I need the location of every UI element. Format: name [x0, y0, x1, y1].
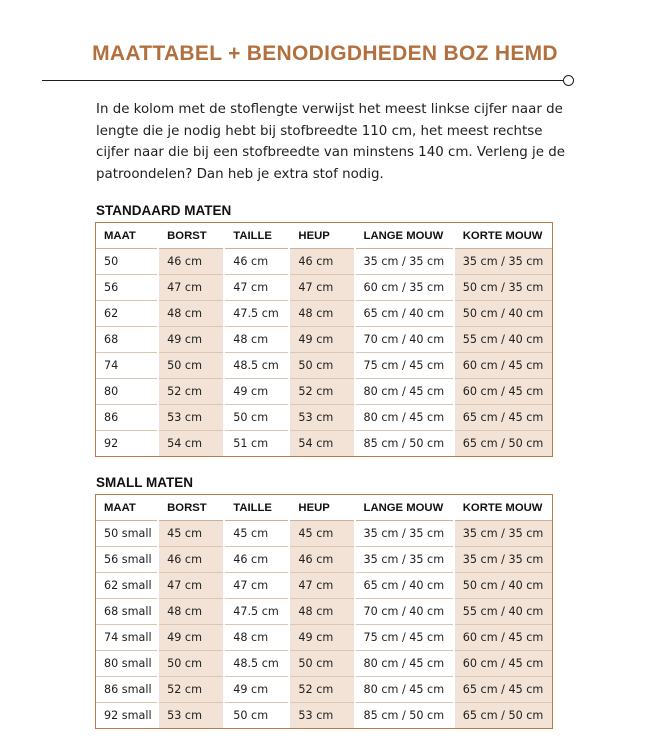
cell-long-sleeve: 80 cm / 45 cm — [355, 379, 454, 405]
cell-chest: 53 cm — [158, 703, 224, 729]
table-row — [96, 301, 552, 327]
cell-size: 68 — [96, 327, 158, 353]
cell-waist: 50 cm — [224, 405, 289, 431]
table-row — [96, 521, 552, 547]
column-header-size: MAAT — [96, 495, 158, 521]
cell-hip: 49 cm — [289, 625, 354, 651]
cell-size: 68 small — [96, 599, 158, 625]
cell-waist: 48 cm — [224, 625, 289, 651]
cell-short-sleeve: 65 cm / 50 cm — [454, 431, 552, 457]
cell-chest: 50 cm — [158, 651, 224, 677]
cell-size: 74 small — [96, 625, 158, 651]
table-row — [96, 651, 552, 677]
cell-hip: 54 cm — [289, 431, 354, 457]
cell-size: 86 small — [96, 677, 158, 703]
table-row — [96, 599, 552, 625]
column-header-chest: BORST — [158, 495, 224, 521]
title-divider — [42, 80, 564, 81]
cell-size: 50 small — [96, 521, 158, 547]
cell-hip: 48 cm — [289, 599, 354, 625]
table-row — [96, 573, 552, 599]
cell-short-sleeve: 60 cm / 45 cm — [454, 651, 552, 677]
cell-waist: 46 cm — [224, 547, 289, 573]
cell-short-sleeve: 50 cm / 40 cm — [454, 573, 552, 599]
cell-size: 56 small — [96, 547, 158, 573]
table-row — [96, 625, 552, 651]
table-header-row — [96, 495, 552, 521]
cell-short-sleeve: 65 cm / 50 cm — [454, 703, 552, 729]
cell-chest: 52 cm — [158, 379, 224, 405]
cell-chest: 47 cm — [158, 573, 224, 599]
cell-waist: 47.5 cm — [224, 599, 289, 625]
cell-short-sleeve: 60 cm / 45 cm — [454, 625, 552, 651]
cell-chest: 46 cm — [158, 249, 224, 275]
cell-size: 92 small — [96, 703, 158, 729]
intro-paragraph: In de kolom met de stoflengte verwijst het meest linkse cijfer naar de lengte die je nodig hebt bij stofbreedte 110 cm, het meest rechtse cijfer naar die bij een stofbreedte van minstens 140 cm. Verleng je de patroondelen? Dan heb je extra stof nodig. — [96, 102, 565, 182]
cell-short-sleeve: 50 cm / 40 cm — [454, 301, 552, 327]
column-header-hip: HEUP — [289, 223, 354, 249]
column-header-waist: TAILLE — [224, 223, 289, 249]
cell-size: 56 — [96, 275, 158, 301]
cell-hip: 50 cm — [289, 353, 354, 379]
cell-long-sleeve: 35 cm / 35 cm — [355, 249, 454, 275]
cell-short-sleeve: 35 cm / 35 cm — [454, 249, 552, 275]
table-row — [96, 249, 552, 275]
cell-waist: 48.5 cm — [224, 353, 289, 379]
cell-long-sleeve: 80 cm / 45 cm — [355, 651, 454, 677]
cell-hip: 48 cm — [289, 301, 354, 327]
cell-size: 62 — [96, 301, 158, 327]
cell-waist: 51 cm — [224, 431, 289, 457]
cell-waist: 49 cm — [224, 379, 289, 405]
cell-waist: 48 cm — [224, 327, 289, 353]
cell-long-sleeve: 85 cm / 50 cm — [355, 703, 454, 729]
table-row — [96, 431, 552, 457]
cell-hip: 46 cm — [289, 249, 354, 275]
cell-short-sleeve: 55 cm / 40 cm — [454, 599, 552, 625]
cell-size: 62 small — [96, 573, 158, 599]
cell-waist: 47.5 cm — [224, 301, 289, 327]
page-title: MAATTABEL + BENODIGDHEDEN BOZ HEMD — [92, 42, 558, 65]
table-row — [96, 353, 552, 379]
divider-end-circle — [563, 75, 574, 86]
cell-chest: 53 cm — [158, 405, 224, 431]
cell-waist: 48.5 cm — [224, 651, 289, 677]
cell-size: 50 — [96, 249, 158, 275]
cell-size: 92 — [96, 431, 158, 457]
cell-long-sleeve: 35 cm / 35 cm — [355, 547, 454, 573]
cell-hip: 52 cm — [289, 677, 354, 703]
cell-hip: 53 cm — [289, 405, 354, 431]
cell-long-sleeve: 80 cm / 45 cm — [355, 405, 454, 431]
cell-short-sleeve: 65 cm / 45 cm — [454, 677, 552, 703]
column-header-waist: TAILLE — [224, 495, 289, 521]
cell-short-sleeve: 55 cm / 40 cm — [454, 327, 552, 353]
cell-hip: 45 cm — [289, 521, 354, 547]
table-row — [96, 275, 552, 301]
cell-long-sleeve: 70 cm / 40 cm — [355, 327, 454, 353]
cell-chest: 49 cm — [158, 327, 224, 353]
table-row — [96, 327, 552, 353]
cell-waist: 49 cm — [224, 677, 289, 703]
cell-long-sleeve: 80 cm / 45 cm — [355, 677, 454, 703]
cell-hip: 46 cm — [289, 547, 354, 573]
cell-size: 86 — [96, 405, 158, 431]
cell-chest: 46 cm — [158, 547, 224, 573]
column-header-chest: BORST — [158, 223, 224, 249]
cell-waist: 47 cm — [224, 275, 289, 301]
cell-short-sleeve: 50 cm / 35 cm — [454, 275, 552, 301]
column-header-long-sleeve: LANGE MOUW — [355, 495, 454, 521]
cell-chest: 45 cm — [158, 521, 224, 547]
cell-size: 80 — [96, 379, 158, 405]
cell-long-sleeve: 70 cm / 40 cm — [355, 599, 454, 625]
table-header-row — [96, 223, 552, 249]
table-row — [96, 677, 552, 703]
cell-long-sleeve: 85 cm / 50 cm — [355, 431, 454, 457]
standard-sizes-heading: STANDAARD MATEN — [96, 203, 232, 218]
cell-chest: 48 cm — [158, 599, 224, 625]
table-row — [96, 547, 552, 573]
cell-long-sleeve: 65 cm / 40 cm — [355, 573, 454, 599]
cell-hip: 49 cm — [289, 327, 354, 353]
standard-sizes-table — [95, 222, 553, 457]
cell-size: 80 small — [96, 651, 158, 677]
cell-waist: 45 cm — [224, 521, 289, 547]
cell-short-sleeve: 60 cm / 45 cm — [454, 353, 552, 379]
small-sizes-table — [95, 494, 553, 729]
cell-chest: 52 cm — [158, 677, 224, 703]
cell-chest: 50 cm — [158, 353, 224, 379]
small-sizes-heading: SMALL MATEN — [96, 475, 193, 490]
cell-long-sleeve: 75 cm / 45 cm — [355, 625, 454, 651]
cell-short-sleeve: 35 cm / 35 cm — [454, 547, 552, 573]
cell-chest: 54 cm — [158, 431, 224, 457]
cell-hip: 52 cm — [289, 379, 354, 405]
cell-hip: 47 cm — [289, 573, 354, 599]
table-row — [96, 379, 552, 405]
cell-size: 74 — [96, 353, 158, 379]
table-row — [96, 703, 552, 729]
table-body — [96, 521, 552, 729]
cell-waist: 47 cm — [224, 573, 289, 599]
cell-long-sleeve: 65 cm / 40 cm — [355, 301, 454, 327]
cell-hip: 50 cm — [289, 651, 354, 677]
column-header-size: MAAT — [96, 223, 158, 249]
cell-short-sleeve: 60 cm / 45 cm — [454, 379, 552, 405]
cell-waist: 50 cm — [224, 703, 289, 729]
cell-long-sleeve: 75 cm / 45 cm — [355, 353, 454, 379]
column-header-short-sleeve: KORTE MOUW — [454, 223, 552, 249]
cell-long-sleeve: 60 cm / 35 cm — [355, 275, 454, 301]
table-body — [96, 249, 552, 457]
column-header-long-sleeve: LANGE MOUW — [355, 223, 454, 249]
cell-long-sleeve: 35 cm / 35 cm — [355, 521, 454, 547]
cell-short-sleeve: 35 cm / 35 cm — [454, 521, 552, 547]
table-row — [96, 405, 552, 431]
cell-chest: 49 cm — [158, 625, 224, 651]
cell-waist: 46 cm — [224, 249, 289, 275]
cell-chest: 48 cm — [158, 301, 224, 327]
column-header-hip: HEUP — [289, 495, 354, 521]
cell-short-sleeve: 65 cm / 45 cm — [454, 405, 552, 431]
cell-hip: 47 cm — [289, 275, 354, 301]
cell-hip: 53 cm — [289, 703, 354, 729]
column-header-short-sleeve: KORTE MOUW — [454, 495, 552, 521]
cell-chest: 47 cm — [158, 275, 224, 301]
